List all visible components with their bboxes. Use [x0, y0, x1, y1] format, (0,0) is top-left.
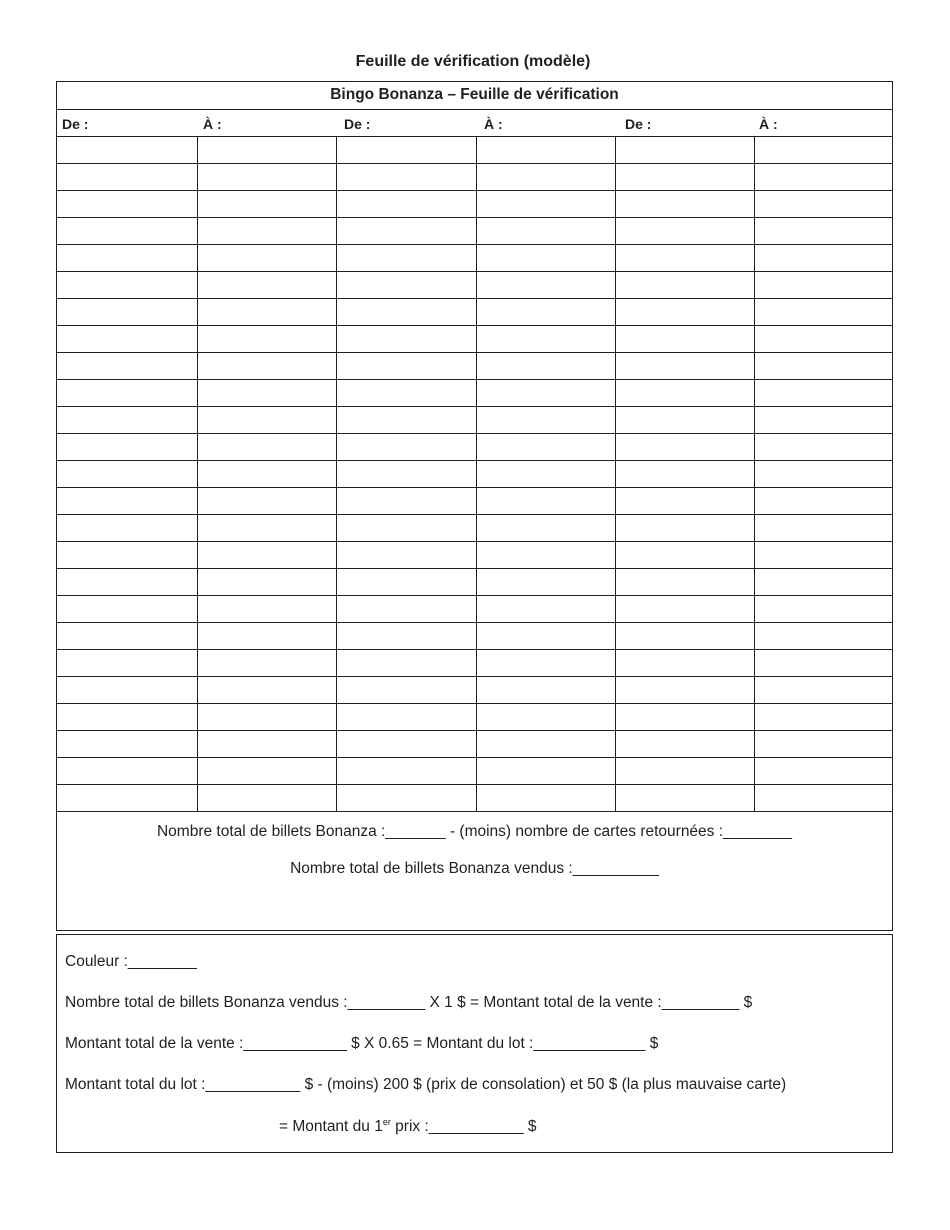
verification-table-box — [56, 81, 893, 931]
table-cell[interactable] — [615, 191, 754, 218]
table-cell[interactable] — [754, 488, 892, 515]
table-row — [57, 218, 892, 245]
table-cell[interactable] — [336, 677, 476, 704]
table-cell[interactable] — [57, 704, 197, 731]
table-cell[interactable] — [754, 596, 892, 623]
page-title: Feuille de vérification (modèle) — [355, 53, 591, 70]
table-cell[interactable] — [336, 785, 476, 812]
table-cell[interactable] — [197, 596, 336, 623]
calculation-box — [56, 934, 893, 1153]
table-cell[interactable] — [615, 677, 754, 704]
table-cell[interactable] — [615, 164, 754, 191]
total-sold-line: Nombre total de billets Bonanza vendus :__________ — [290, 860, 659, 877]
table-cell[interactable] — [57, 650, 197, 677]
table-cell[interactable] — [57, 353, 197, 380]
table-cell[interactable] — [197, 731, 336, 758]
table-row — [57, 353, 892, 380]
table-cell[interactable] — [57, 299, 197, 326]
table-cell[interactable] — [615, 623, 754, 650]
table-cell[interactable] — [336, 407, 476, 434]
table-cell[interactable] — [615, 515, 754, 542]
table-cell[interactable] — [754, 380, 892, 407]
table-cell[interactable] — [197, 272, 336, 299]
table-cell[interactable] — [476, 623, 615, 650]
table-cell[interactable] — [476, 299, 615, 326]
table-row — [57, 758, 892, 785]
table-cell[interactable] — [754, 515, 892, 542]
table-cell[interactable] — [57, 137, 197, 164]
table-row — [57, 137, 892, 164]
table-cell[interactable] — [57, 515, 197, 542]
table-cell[interactable] — [57, 407, 197, 434]
table-cell[interactable] — [476, 245, 615, 272]
table-cell[interactable] — [197, 650, 336, 677]
table-cell[interactable] — [476, 569, 615, 596]
table-row — [57, 542, 892, 569]
table-row — [57, 326, 892, 353]
table-cell[interactable] — [615, 569, 754, 596]
table-cell[interactable] — [754, 191, 892, 218]
table-cell[interactable] — [197, 434, 336, 461]
table-cell[interactable] — [476, 137, 615, 164]
table-cell[interactable] — [476, 758, 615, 785]
table-cell[interactable] — [615, 326, 754, 353]
first-prize-prefix: = Montant du 1 — [279, 1118, 383, 1136]
table-cell[interactable] — [615, 650, 754, 677]
lot-amount-line: Montant total de la vente :____________ $ X 0.65 = Montant du lot :_____________ $ — [65, 1035, 659, 1052]
table-cell[interactable] — [57, 461, 197, 488]
table-row — [57, 488, 892, 515]
header-from-3: De : — [625, 116, 652, 132]
table-cell[interactable] — [754, 623, 892, 650]
table-row — [57, 623, 892, 650]
table-cell[interactable] — [57, 569, 197, 596]
table-cell[interactable] — [754, 164, 892, 191]
table-cell[interactable] — [57, 731, 197, 758]
table-cell[interactable] — [336, 515, 476, 542]
table-cell[interactable] — [754, 353, 892, 380]
table-row — [57, 380, 892, 407]
table-cell[interactable] — [57, 272, 197, 299]
table-cell[interactable] — [57, 488, 197, 515]
table-row — [57, 569, 892, 596]
table-cell[interactable] — [336, 542, 476, 569]
table-cell[interactable] — [615, 299, 754, 326]
table-cell[interactable] — [57, 380, 197, 407]
table-cell[interactable] — [197, 677, 336, 704]
table-cell[interactable] — [336, 272, 476, 299]
table-cell[interactable] — [57, 758, 197, 785]
sale-amount-line: Nombre total de billets Bonanza vendus :_________ X 1 $ = Montant total de la vente :_________ $ — [65, 994, 753, 1011]
table-cell[interactable] — [197, 515, 336, 542]
first-prize-suffix: prix :___________ $ — [390, 1118, 537, 1136]
table-cell[interactable] — [336, 380, 476, 407]
table-cell[interactable] — [615, 434, 754, 461]
table-cell[interactable] — [754, 542, 892, 569]
table-cell[interactable] — [615, 407, 754, 434]
table-cell[interactable] — [336, 758, 476, 785]
table-row — [57, 407, 892, 434]
table-cell[interactable] — [336, 650, 476, 677]
header-row — [57, 110, 892, 137]
table-cell[interactable] — [197, 299, 336, 326]
table-cell[interactable] — [336, 164, 476, 191]
header-from-2: De : — [344, 116, 371, 132]
table-cell[interactable] — [197, 164, 336, 191]
table-cell[interactable] — [476, 380, 615, 407]
table-cell[interactable] — [754, 299, 892, 326]
table-cell[interactable] — [197, 704, 336, 731]
table-cell[interactable] — [615, 461, 754, 488]
table-cell[interactable] — [476, 326, 615, 353]
table-cell[interactable] — [754, 272, 892, 299]
table-row — [57, 461, 892, 488]
table-cell[interactable] — [754, 245, 892, 272]
table-cell[interactable] — [476, 785, 615, 812]
table-row — [57, 677, 892, 704]
table-cell[interactable] — [754, 407, 892, 434]
table-cell[interactable] — [476, 353, 615, 380]
table-cell[interactable] — [476, 407, 615, 434]
table-cell[interactable] — [57, 191, 197, 218]
table-cell[interactable] — [197, 785, 336, 812]
table-cell[interactable] — [197, 542, 336, 569]
table-cell[interactable] — [476, 488, 615, 515]
header-to-2: À : — [484, 116, 503, 132]
table-cell[interactable] — [57, 542, 197, 569]
table-cell[interactable] — [57, 434, 197, 461]
table-row — [57, 515, 892, 542]
consolation-line: Montant total du lot :___________ $ - (moins) 200 $ (prix de consolation) et 50 $ (la plus mauvaise carte) — [65, 1076, 787, 1093]
table-cell[interactable] — [197, 137, 336, 164]
table-cell[interactable] — [197, 380, 336, 407]
table-cell[interactable] — [754, 758, 892, 785]
table-cell[interactable] — [476, 677, 615, 704]
table-cell[interactable] — [336, 218, 476, 245]
table-row — [57, 434, 892, 461]
table-cell[interactable] — [476, 164, 615, 191]
table-row — [57, 245, 892, 272]
table-row — [57, 164, 892, 191]
table-cell[interactable] — [336, 623, 476, 650]
table-cell[interactable] — [615, 542, 754, 569]
table-cell[interactable] — [754, 677, 892, 704]
first-prize-superscript: er — [382, 1117, 391, 1127]
table-cell[interactable] — [197, 569, 336, 596]
table-cell[interactable] — [476, 191, 615, 218]
table-cell[interactable] — [336, 353, 476, 380]
table-cell[interactable] — [754, 569, 892, 596]
table-cell[interactable] — [336, 461, 476, 488]
table-cell[interactable] — [476, 596, 615, 623]
table-cell[interactable] — [197, 326, 336, 353]
table-cell[interactable] — [476, 461, 615, 488]
table-cell[interactable] — [336, 731, 476, 758]
table-cell[interactable] — [336, 596, 476, 623]
table-cell[interactable] — [615, 353, 754, 380]
table-cell[interactable] — [754, 704, 892, 731]
table-cell[interactable] — [615, 272, 754, 299]
table-cell[interactable] — [615, 218, 754, 245]
table-cell[interactable] — [336, 137, 476, 164]
table-cell[interactable] — [336, 245, 476, 272]
header-to-1: À : — [203, 116, 222, 132]
header-from-1: De : — [62, 116, 89, 132]
table-cell[interactable] — [615, 704, 754, 731]
table-row — [57, 704, 892, 731]
table-cell[interactable] — [476, 272, 615, 299]
table-cell[interactable] — [476, 218, 615, 245]
table-cell[interactable] — [197, 758, 336, 785]
table-cell[interactable] — [615, 731, 754, 758]
table-cell[interactable] — [615, 137, 754, 164]
table-cell[interactable] — [197, 623, 336, 650]
table-cell[interactable] — [197, 488, 336, 515]
table-cell[interactable] — [615, 488, 754, 515]
table-cell[interactable] — [615, 380, 754, 407]
table-cell[interactable] — [336, 704, 476, 731]
table-cell[interactable] — [197, 245, 336, 272]
table-cell[interactable] — [476, 542, 615, 569]
table-row — [57, 191, 892, 218]
table-row — [57, 299, 892, 326]
entry-grid — [57, 137, 892, 812]
table-cell[interactable] — [754, 461, 892, 488]
table-cell[interactable] — [57, 164, 197, 191]
table-cell[interactable] — [57, 218, 197, 245]
table-cell[interactable] — [615, 758, 754, 785]
table-cell[interactable] — [197, 353, 336, 380]
table-cell[interactable] — [336, 434, 476, 461]
table-cell[interactable] — [57, 785, 197, 812]
table-cell[interactable] — [57, 623, 197, 650]
table-row — [57, 650, 892, 677]
table-cell[interactable] — [57, 326, 197, 353]
header-to-3: À : — [759, 116, 778, 132]
table-cell[interactable] — [754, 650, 892, 677]
table-cell[interactable] — [754, 326, 892, 353]
table-cell[interactable] — [754, 731, 892, 758]
table-cell[interactable] — [336, 326, 476, 353]
table-cell[interactable] — [197, 191, 336, 218]
table-cell[interactable] — [754, 785, 892, 812]
table-row — [57, 272, 892, 299]
table-cell[interactable] — [476, 515, 615, 542]
table-cell[interactable] — [57, 245, 197, 272]
table-row — [57, 731, 892, 758]
table-cell[interactable] — [336, 191, 476, 218]
table-cell[interactable] — [615, 785, 754, 812]
couleur-line: Couleur :________ — [65, 953, 197, 970]
table-cell[interactable] — [615, 596, 754, 623]
first-prize-line — [279, 1117, 537, 1136]
table-cell[interactable] — [197, 407, 336, 434]
total-tickets-line: Nombre total de billets Bonanza :_______ - (moins) nombre de cartes retournées :________ — [156, 823, 792, 840]
table-title: Bingo Bonanza – Feuille de vérification — [57, 82, 892, 110]
table-row — [57, 596, 892, 623]
table-cell[interactable] — [57, 596, 197, 623]
table-cell[interactable] — [336, 569, 476, 596]
table-cell[interactable] — [476, 434, 615, 461]
table-cell[interactable] — [754, 218, 892, 245]
table-cell[interactable] — [476, 650, 615, 677]
table-cell[interactable] — [57, 677, 197, 704]
table-cell[interactable] — [754, 137, 892, 164]
table-cell[interactable] — [754, 434, 892, 461]
table-cell[interactable] — [476, 704, 615, 731]
table-cell[interactable] — [336, 299, 476, 326]
table-cell[interactable] — [197, 461, 336, 488]
table-cell[interactable] — [197, 218, 336, 245]
table-cell[interactable] — [336, 488, 476, 515]
table-row — [57, 785, 892, 812]
table-cell[interactable] — [615, 245, 754, 272]
table-cell[interactable] — [476, 731, 615, 758]
summary-section — [57, 812, 892, 932]
